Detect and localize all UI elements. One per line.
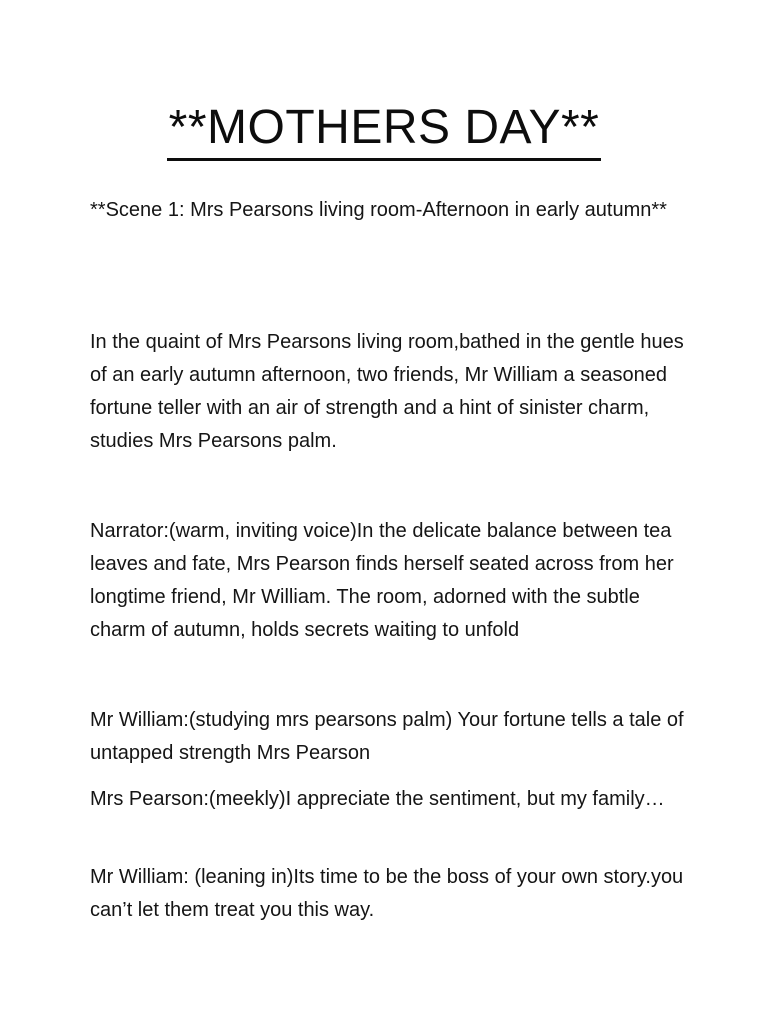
scene-heading: **Scene 1: Mrs Pearsons living room-Afternoon in early autumn** (90, 199, 667, 221)
narrator-line: Narrator:(warm, inviting voice)In the delicate balance between tea leaves and fate, Mrs Pearson finds herself seated across from her longtime friend, Mr William. The room, adorned with the subtle charm of autumn, holds secrets waiting to unfold (90, 520, 674, 641)
dialogue-line-mr-william-2: Mr William: (leaning in)Its time to be the boss of your own story.you can’t let them treat you this way. (90, 866, 684, 921)
dialogue-line-mr-william-1: Mr William:(studying mrs pearsons palm) Your fortune tells a tale of untapped strength Mrs Pearson (90, 709, 684, 764)
document-title-text: **MOTHERS DAY** (167, 100, 602, 161)
dialogue-line-mrs-pearson: Mrs Pearson:(meekly)I appreciate the sentiment, but my family… (90, 788, 665, 810)
document-title (0, 100, 768, 161)
intro-paragraph: In the quaint of Mrs Pearsons living room,bathed in the gentle hues of an early autumn afternoon, two friends, Mr William a seasoned fortune teller with an air of strength and a hint of sinister charm, studies Mrs Pearsons palm. (90, 331, 684, 452)
